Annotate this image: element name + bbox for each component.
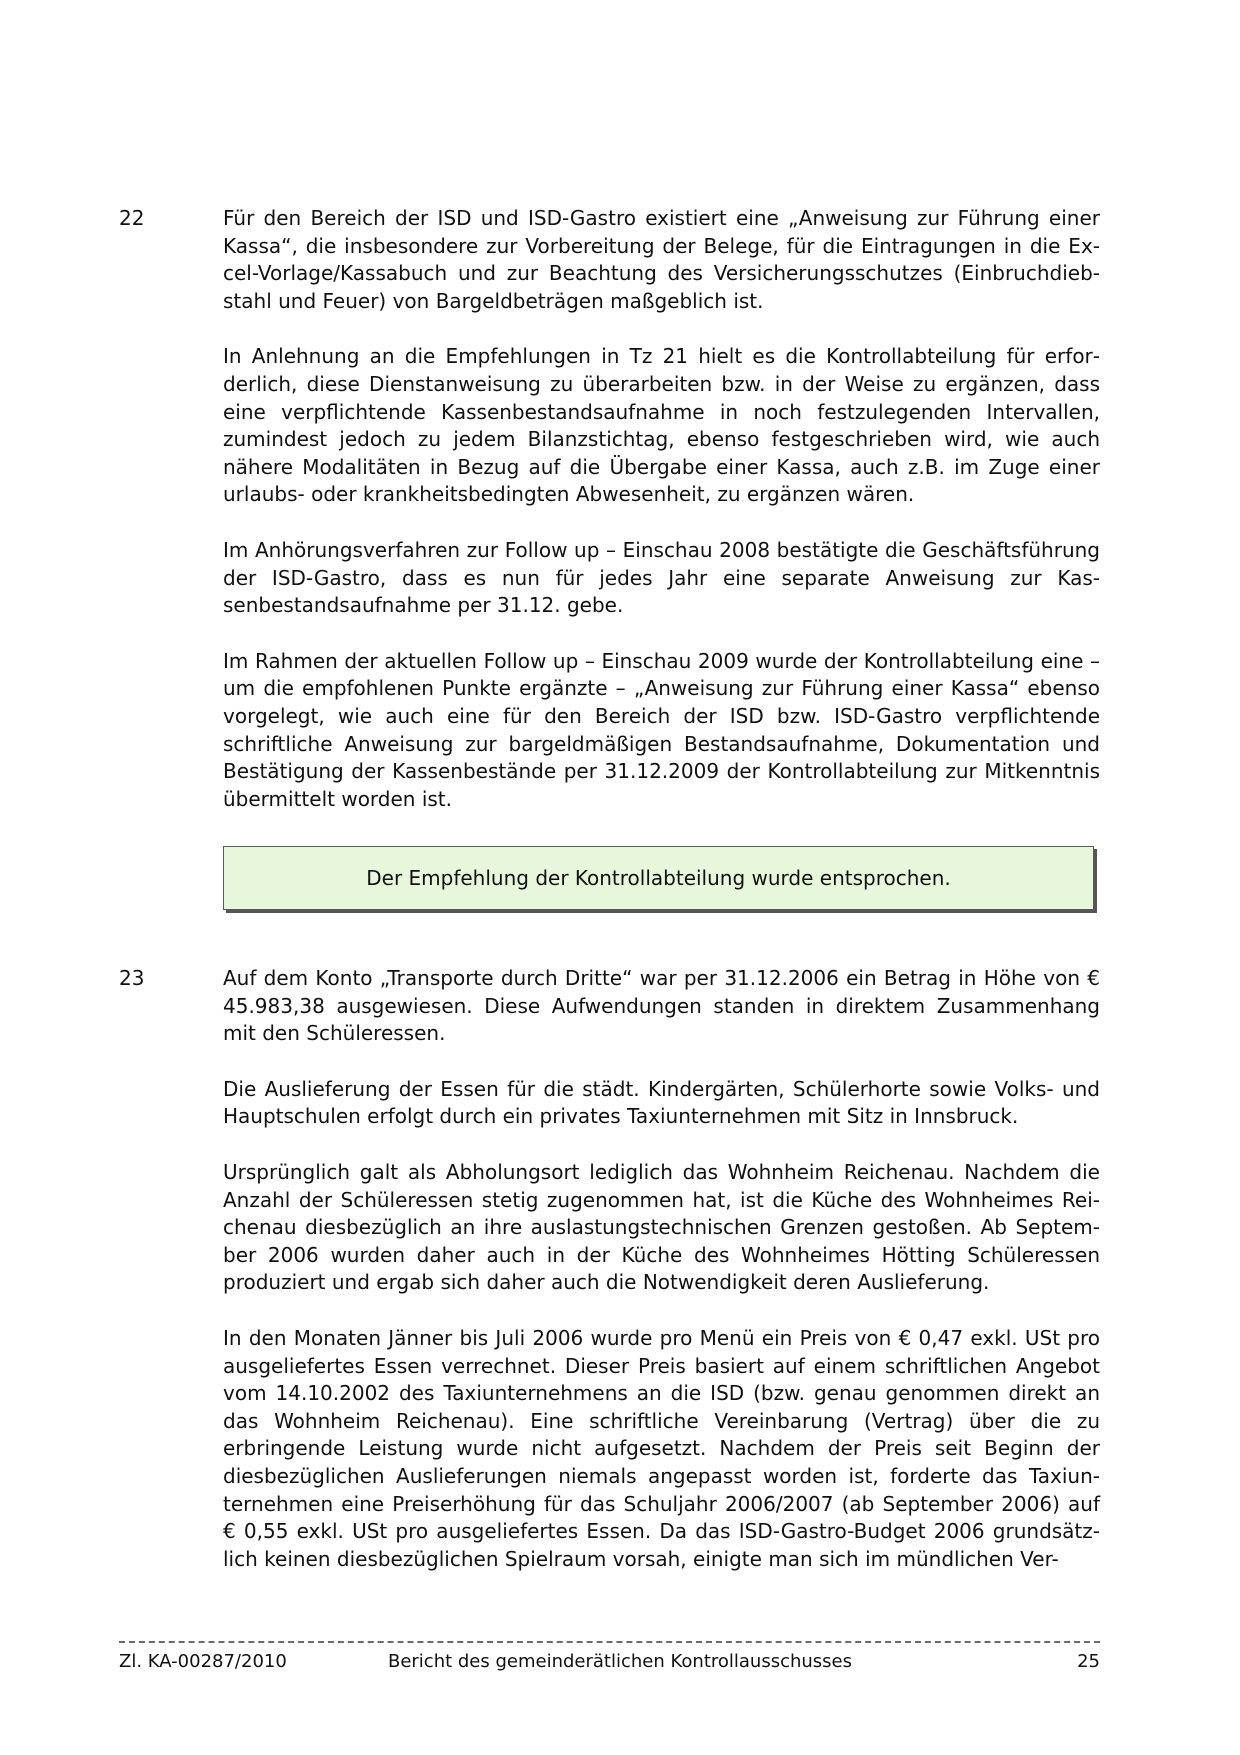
paragraph: Im Rahmen der aktuellen Follow up – Einschau 2009 wurde der Kontrollabteilung eine – um die empfohlenen Punkte ergänzte – „Anweisung zur Führung einer Kassa“ ebenso vorgelegt, wie auch eine für den Bereich der ISD bzw. ISD-Gastro verpflichtende schriftliche Anweisung zur bargeldmäßigen Bestandsaufnahme, Dokumentation und Bestätigung der Kassenbestände per 31.12.2009 der Kontrollabteilung zur Mitkenntnis übermittelt worden ist. [223, 648, 1100, 811]
paragraph: Für den Bereich der ISD und ISD-Gastro existiert eine „Anweisung zur Führung einer Kassa“, die insbesondere zur Vorbereitung der Belege, für die Eintragungen in die Excel-Vorlage/Kassabuch und zur Beachtung des Versicherungsschutzes (Einbruchdiebstahl und Feuer) von Bargeldbeträgen maßgeblich ist. [223, 206, 1100, 313]
footer-divider [119, 1641, 1100, 1643]
section-number: 23 [119, 966, 145, 990]
paragraph: Auf dem Konto „Transporte durch Dritte“ war per 31.12.2006 ein Betrag in Höhe von € 45.983,38 ausgewiesen. Diese Aufwendungen standen in direktem Zusammenhang mit den Schüleressen. [223, 966, 1100, 1046]
paragraph: Im Anhörungsverfahren zur Follow up – Einschau 2008 bestätigte die Geschäftsführung der ISD-Gastro, dass es nun für jedes Jahr eine separate Anweisung zur Kassenbestandsaufnahme per 31.12. gebe. [223, 537, 1100, 618]
paragraph: In den Monaten Jänner bis Juli 2006 wurde pro Menü ein Preis von € 0,47 exkl. USt pro ausgeliefertes Essen verrechnet. Dieser Preis basiert auf einem schriftlichen Angebot vom 14.10.2002 des Taxiunternehmens an die ISD (bzw. genau genommen direkt an das Wohnheim Reichenau). Eine schriftliche Vereinbarung (Vertrag) über die zu erbringende Leistung wurde nicht aufgesetzt. Nachdem der Preis seit Beginn der diesbezüglichen Auslieferungen niemals angepasst worden ist, forderte das Taxiunternehmen eine Preiserhöhung für das Schuljahr 2006/2007 (ab September 2006) auf € 0,55 exkl. USt pro ausgeliefertes Essen. Da das ISD-Gastro-Budget 2006 grundsätzlich keinen diesbezüglichen Spielraum vorsah, einigte man sich im mündlichen Ver- [223, 1325, 1100, 1571]
section-body [223, 965, 1100, 1601]
paragraph: Die Auslieferung der Essen für die städt. Kindergärten, Schülerhorte sowie Volks- und Hauptschulen erfolgt durch ein privates Taxiunternehmen mit Sitz in Innsbruck. [223, 1076, 1100, 1129]
paragraph: Ursprünglich galt als Abholungsort lediglich das Wohnheim Reichenau. Nachdem die Anzahl der Schüleressen stetig zugenommen hat, ist die Küche des Wohnheimes Reichenau diesbezüglich an ihre auslastungstechnischen Grenzen gestoßen. Ab September 2006 wurden daher auch in der Küche des Wohnheimes Hötting Schüleressen produziert und ergab sich daher auch die Notwendigkeit deren Auslieferung. [223, 1159, 1100, 1295]
result-box [223, 846, 1094, 910]
result-text: Der Empfehlung der Kontrollabteilung wurde entsprochen. [366, 866, 951, 890]
section-body [223, 205, 1100, 841]
footer-reference: Zl. KA-00287/2010 [119, 1651, 287, 1672]
section-number: 22 [119, 206, 145, 230]
footer-title: Bericht des gemeinderätlichen Kontrollausschusses [387, 1651, 853, 1672]
page-number: 25 [1077, 1651, 1100, 1672]
paragraph: In Anlehnung an die Empfehlungen in Tz 21 hielt es die Kontrollabteilung für erforderlich, diese Dienstanweisung zu überarbeiten bzw. in der Weise zu ergänzen, dass eine verpflichtende Kassenbestandsaufnahme in noch festzulegenden Intervallen, zumindest jedoch zu jedem Bilanzstichtag, ebenso festgeschrieben wird, wie auch nähere Modalitäten in Bezug auf die Übergabe einer Kassa, auch z.B. im Zuge einer urlaubs- oder krankheitsbedingten Abwesenheit, zu ergänzen wären. [223, 344, 1100, 507]
